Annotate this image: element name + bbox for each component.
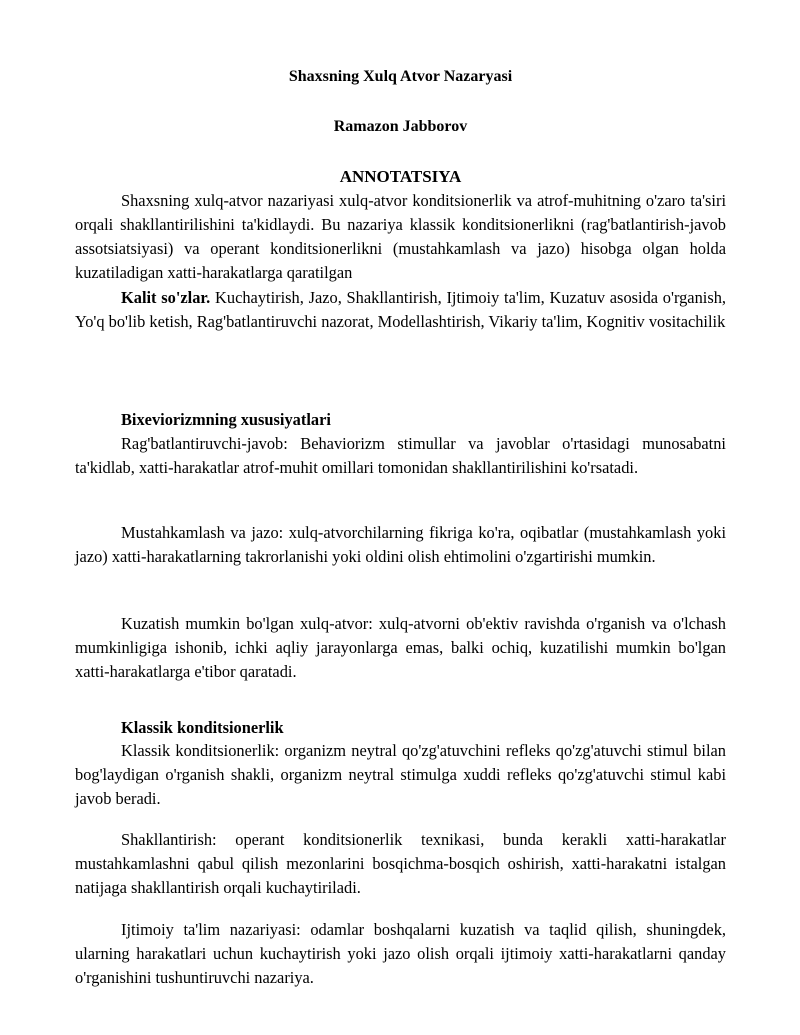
document-title: Shaxsning Xulq Atvor Nazaryasi xyxy=(288,68,513,85)
keywords-paragraph xyxy=(75,286,726,334)
abstract-heading: ANNOTATSIYA xyxy=(339,167,462,186)
section1-paragraph: Rag'batlantiruvchi-javob: Behaviorizm stimullar va javoblar o'rtasidagi munosabatni ta'kidlab, xatti-harakatlar atrof-muhit omillari tomonidan shakllantirilishini ko'rsatadi. xyxy=(75,434,726,477)
section-heading-behaviorism: Bixeviorizmning xususiyatlari xyxy=(121,410,331,429)
abstract-paragraph: Shaxsning xulq-atvor nazariyasi xulq-atvor konditsionerlik va atrof-muhitning o'zaro ta'siri orqali shakllantirilishini ta'kidlaydi. Bu nazariya klassik konditsionerlikni (rag'batlantirish-javob assotsiatsiyasi) va operant konditsionerlikni (mustahkamlash va jazo) hisobga olgan holda kuzatiladigan xatti-harakatlarga qaratilgan xyxy=(75,191,726,282)
keywords-list: Kuchaytirish, Jazo, Shakllantirish, Ijtimoiy ta'lim, Kuzatuv asosida o'rganish, Yo'q bo'lib ketish, Rag'batlantiruvchi nazorat, Modellashtirish, Vikariy ta'lim, Kognitiv vositachilik xyxy=(75,288,726,331)
section2-paragraph: Klassik konditsionerlik: organizm neytral qo'zg'atuvchini refleks qo'zg'atuvchi stimul bilan bog'laydigan o'rganish shakli, organizm neytral stimulga xuddi refleks qo'zg'atuvchi stimul kabi javob beradi. xyxy=(75,741,726,808)
section1-paragraph: Kuzatish mumkin bo'lgan xulq-atvor: xulq-atvorni ob'ektiv ravishda o'rganish va o'lchash mumkinligiga ishonib, ichki aqliy jarayonlarga emas, balki ochiq, kuzatilishi mumkin bo'lgan xatti-harakatlarga e'tibor qaratadi. xyxy=(75,614,726,681)
section2-paragraph: Ijtimoiy ta'lim nazariyasi: odamlar boshqalarni kuzatish va taqlid qilish, shuningdek, ularning harakatlari uchun kuchaytirish yoki jazo olish orqali ijtimoiy xatti-harakatlarni qanday o'rganishini tushuntiruvchi nazariya. xyxy=(75,920,726,987)
section1-paragraph: Mustahkamlash va jazo: xulq-atvorchilarning fikriga ko'ra, oqibatlar (mustahkamlash yoki jazo) xatti-harakatlarning takrorlanishi yoki oldini olish ehtimolini o'zgartirishi mumkin. xyxy=(75,523,726,566)
section-heading-classical-conditioning: Klassik konditsionerlik xyxy=(121,718,284,737)
section2-paragraph: Shakllantirish: operant konditsionerlik texnikasi, bunda kerakli xatti-harakatlar mustahkamlashni qabul qilish mezonlarini bosqichma-bosqich oshirish, xatti-harakatni istalgan natijaga shakllantirish orqali kuchaytiriladi. xyxy=(75,830,726,897)
keywords-label: Kalit so'zlar. xyxy=(121,288,211,307)
author-name: Ramazon Jabborov xyxy=(333,118,468,135)
